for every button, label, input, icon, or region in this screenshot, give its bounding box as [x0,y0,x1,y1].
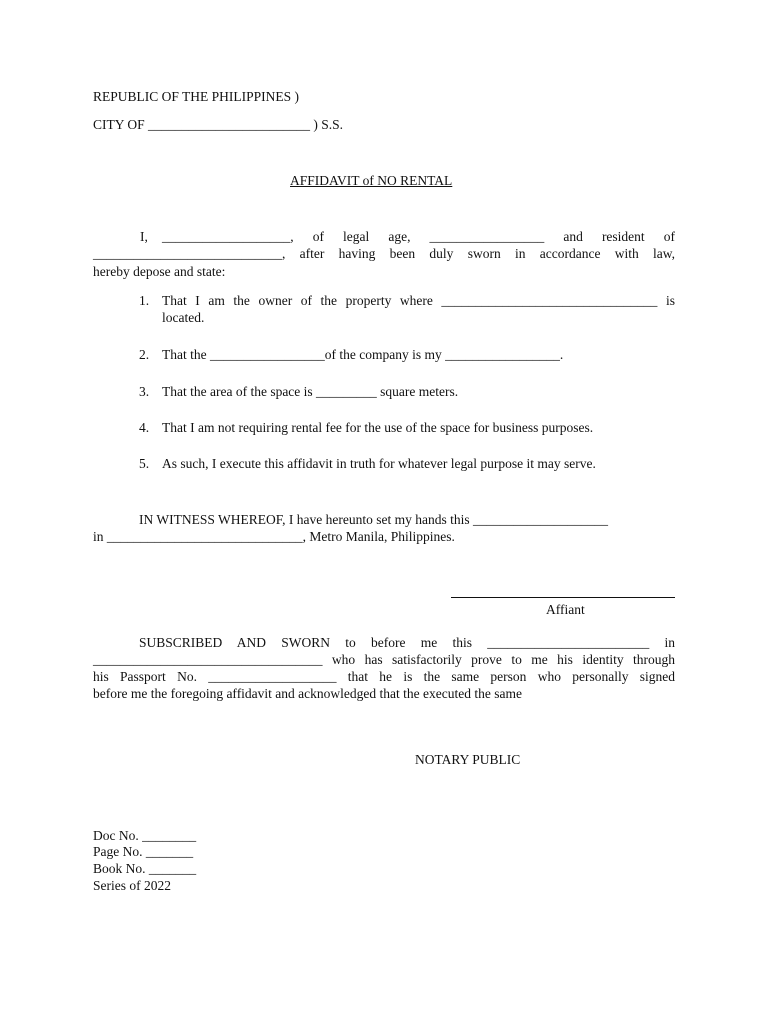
intro-line-3: hereby depose and state: [93,264,226,279]
page-number: Page No. _______ [93,844,194,859]
doc-number: Doc No. ________ [93,828,197,843]
item-number: 4. [139,420,150,435]
intro-line-1: ___________________, of legal age, _________________ and resident of [162,229,675,244]
subscribed-line-3: his Passport No. ___________________ that he is the same person who personally signed [93,669,675,684]
item-number: 1. [139,293,150,308]
item-text: That I am the owner of the property where ________________________________ is [162,293,675,308]
subscribed-line-4: before me the foregoing affidavit and acknowledged that the executed the same [93,686,522,701]
intro-line-2: ____________________________, after having been duly sworn in accordance with law, [93,246,675,261]
intro-line-1-start: I, [140,229,148,244]
witness-line-2: in _____________________________, Metro Manila, Philippines. [93,529,455,544]
item-text: That the area of the space is _________ square meters. [162,384,459,399]
affiant-signature-line [451,597,675,598]
item-text: That I am not requiring rental fee for the use of the space for business purposes. [162,420,594,435]
city-line: CITY OF ________________________ ) S.S. [93,117,344,132]
item-number: 2. [139,347,150,362]
item-text: That the _________________of the company is my _________________. [162,347,564,362]
item-text-continued: located. [162,310,205,325]
witness-line-1: IN WITNESS WHEREOF, I have hereunto set my hands this ____________________ [139,512,608,527]
item-number: 3. [139,384,150,399]
republic-heading: REPUBLIC OF THE PHILIPPINES ) [93,89,300,104]
subscribed-line-2: __________________________________ who has satisfactorily prove to me his identity through [93,652,675,667]
book-number: Book No. _______ [93,861,197,876]
item-text: As such, I execute this affidavit in truth for whatever legal purpose it may serve. [162,456,596,471]
series-label: Series of 2022 [93,878,171,893]
document-title: AFFIDAVIT of NO RENTAL [290,173,453,188]
notary-public-label: NOTARY PUBLIC [415,752,521,767]
item-number: 5. [139,456,150,471]
subscribed-line-1: SUBSCRIBED AND SWORN to before me this ________________________ in [139,635,675,650]
affiant-label: Affiant [546,602,585,617]
